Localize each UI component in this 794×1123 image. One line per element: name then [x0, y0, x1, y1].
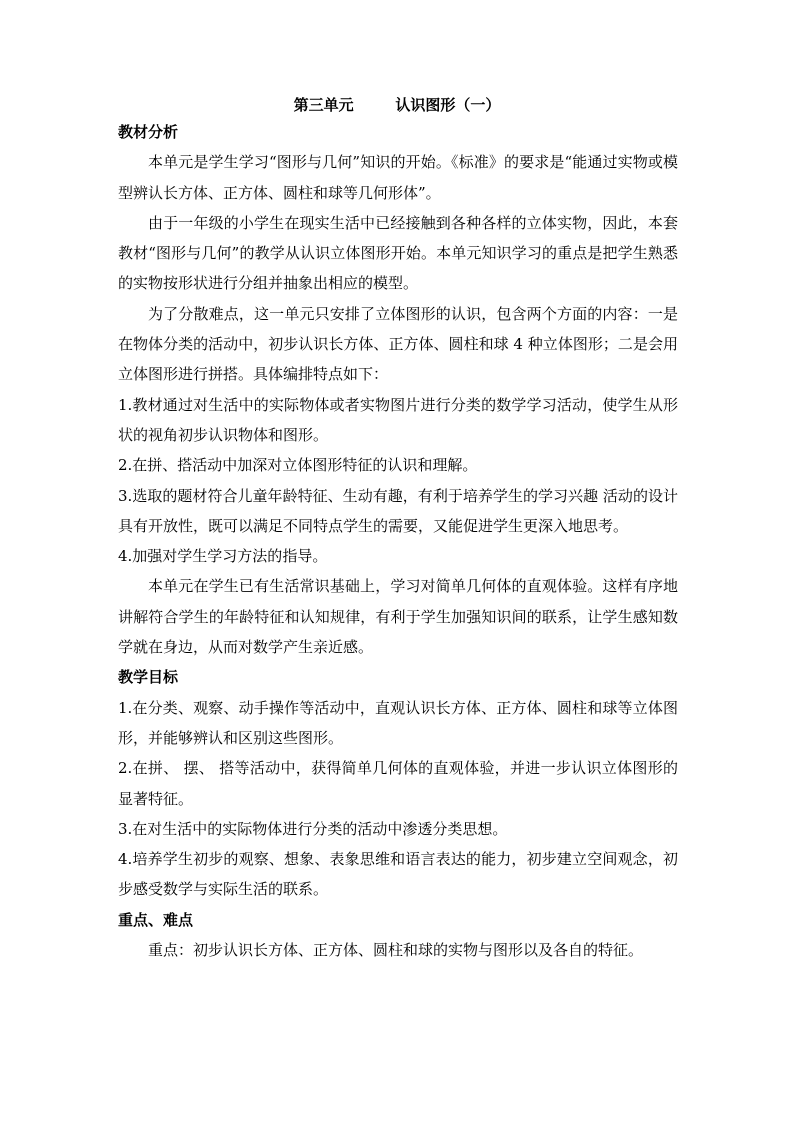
section-heading: 教材分析 — [118, 123, 179, 141]
document-title: 第三单元 认识图形（一） — [293, 96, 501, 114]
list-item: 3.选取的题材符合儿童年龄特征、生动有趣，有利于培养学生的学习兴趣 活动的设计具有开放性，既可以满足不同特点学生的需要，又能促进学生更深入地思考。 — [118, 486, 678, 535]
paragraph: 重点：初步认识长方体、正方体、圆柱和球的实物与图形以及各自的特征。 — [148, 941, 644, 960]
list-item: 1.教材通过对生活中的实际物体或者实物图片进行分类的数学学习活动，使学生从形状的视角初步认识物体和图形。 — [118, 395, 678, 444]
list-item: 2.在拼、搭活动中加深对立体图形特征的认识和理解。 — [118, 456, 478, 475]
list-item: 4.加强对学生学习方法的指导。 — [118, 547, 328, 566]
section-heading: 重点、难点 — [118, 910, 194, 929]
paragraph: 为了分散难点，这一单元只安排了立体图形的认识，包含两个方面的内容：一是在物体分类的活动中，初步认识长方体、正方体、圆柱和球 4 种立体图形；二是会用立体图形进行拼搭。具体编排特点如下： — [118, 304, 678, 384]
list-item: 3.在对生活中的实际物体进行分类的活动中渗透分类思想。 — [118, 819, 508, 838]
paragraph: 由于一年级的小学生在现实生活中已经接触到各种各样的立体实物，因此，本套教材“图形与几何”的教学从认识立体图形开始。本单元知识学习的重点是把学生熟悉的实物按形状进行分组并抽象出相应的模型。 — [118, 213, 678, 293]
list-item: 2.在拼、 摆、 搭等活动中，获得简单几何体的直观体验，并进一步认识立体图形的显著特征。 — [118, 759, 678, 808]
paragraph: 本单元是学生学习“图形与几何”知识的开始。《标准》的要求是“能通过实物或模型辨认长方体、正方体、圆柱和球等几何形体”。 — [118, 153, 678, 202]
list-item: 1.在分类、观察、动手操作等活动中，直观认识长方体、正方体、圆柱和球等立体图形，并能够辨认和区别这些图形。 — [118, 698, 678, 747]
list-item: 4.培养学生初步的观察、想象、表象思维和语言表达的能力，初步建立空间观念，初步感受数学与实际生活的联系。 — [118, 850, 678, 899]
paragraph: 本单元在学生已有生活常识基础上，学习对简单几何体的直观体验。这样有序地讲解符合学生的年龄特征和认知规律，有利于学生加强知识间的联系，让学生感知数学就在身边，从而对数学产生亲近感。 — [118, 577, 678, 657]
section-heading: 教学目标 — [118, 668, 179, 687]
document-body — [118, 117, 678, 965]
